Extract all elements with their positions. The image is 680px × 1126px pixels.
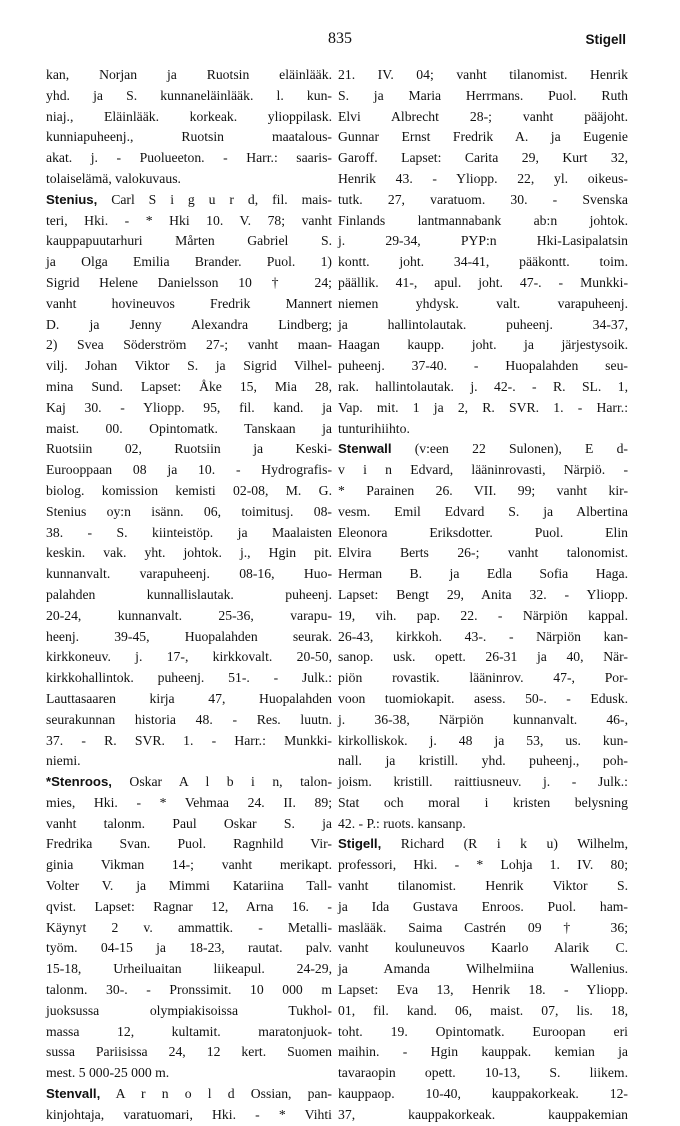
text-line: Sigrid Helene Danielsson 10 † 24; (46, 274, 332, 290)
entry-name: *Stenroos, (46, 774, 112, 790)
text-line: 2) Svea Söderström 27-; vanht maan- (46, 337, 332, 353)
text-line: 19, vih. pap. 22. - Närpiön kappal. (338, 607, 628, 623)
text-line: (v:een 22 Sulonen), E d- (391, 441, 628, 457)
text-line: tolaiselämä, valokuvaus. (46, 170, 181, 186)
text-line: voon tuomiokapit. asess. 50-. - Edusk. (338, 690, 628, 706)
text-line: Stat och moral i kristen belysning (338, 794, 628, 810)
entry-name: Stenius, (46, 191, 98, 207)
text-line: vanht talonm. Paul Oskar S. ja (46, 815, 332, 831)
text-line: kinjohtaja, varatuomari, Hki. - * Vihti (46, 1106, 332, 1122)
text-line: Volter V. ja Mimmi Katariina Tall- (46, 878, 332, 894)
text-line: ja hallintolautak. puheenj. 34-37, (338, 316, 628, 332)
text-line: mies, Hki. - * Vehmaa 24. II. 89; (46, 794, 332, 810)
text-line: S. ja Maria Herrmans. Puol. Ruth (338, 87, 628, 103)
text-line: Käynyt 2 v. ammattik. - Metalli- (46, 919, 332, 935)
text-line: Herman B. ja Edla Sofia Haga. (338, 566, 628, 582)
text-line: ja Amanda Wilhelmiina Wallenius. (338, 961, 628, 977)
text-line: biolog. komission kemisti 02-08, M. G. (46, 482, 332, 498)
entry-stenroos (46, 772, 332, 1084)
text-line: mina Sund. Lapset: Åke 15, Mia 28, (46, 378, 332, 394)
text-line: v i n Edvard, lääninrovasti, Närpiö. - (338, 462, 628, 478)
entry-continuation (338, 65, 628, 439)
text-line: ja Ida Gustava Enroos. Puol. ham- (338, 898, 628, 914)
text-line: qvist. Lapset: Ragnar 12, Arna 16. - (46, 898, 332, 914)
text-line: Lauttasaaren kirja 47, Huopalahden (46, 690, 332, 706)
text-line: Elvira Berts 26-; vanht talonomist. (338, 545, 628, 561)
text-line: kontt. joht. 34-41, pääkontt. toim. (338, 254, 628, 270)
text-line: kirkkoneuv. j. 17-, kirkkovalt. 20-50, (46, 649, 332, 665)
text-line: Ruotsiin 02, Ruotsiin ja Keski- (46, 441, 332, 457)
text-line: Haagan kaupp. joht. ja järjestysoik. (338, 337, 628, 353)
text-line: tunturihiihto. (338, 420, 410, 436)
text-line: Gunnar Ernst Fredrik A. ja Eugenie (338, 129, 628, 145)
text-line: kan, Norjan ja Ruotsin eläinlääk. (46, 67, 332, 82)
text-line: kauppaop. 10-40, kauppakorkeak. 12- (338, 1086, 628, 1102)
text-line: niemen yhdysk. valt. varapuheenj. (338, 295, 628, 311)
text-line: Stenius oy:n isänn. 06, toimitusj. 08- (46, 503, 332, 519)
entry-stigell (338, 834, 628, 1125)
text-line: Finlands lantmannabank ab:n johtok. (338, 212, 628, 228)
text-line: 42. - P.: ruots. kansanp. (338, 815, 466, 831)
text-line: Richard (R i k u) Wilhelm, (381, 836, 628, 852)
text-line: teri, Hki. - * Hki 10. V. 78; vanht (46, 212, 332, 228)
text-line: heenj. 39-45, Huopalahden seurak. (46, 628, 332, 644)
text-line: juoksussa olympiakisoissa Tukhol- (46, 1002, 332, 1018)
entry-name: Stenwall (338, 441, 392, 457)
text-line: sanop. usk. opett. 26-31 ja 40, När- (338, 649, 628, 665)
text-line: j. 29-34, PYP:n Hki-Lasipalatsin (338, 233, 628, 249)
text-line: Oskar A l b i n, talon- (111, 774, 332, 790)
text-line: työm. 04-15 ja 18-23, rautat. palv. (46, 940, 332, 956)
entry-stenwall (338, 439, 628, 834)
text-line: piön rovastik. lääninrov. 47-, Por- (338, 670, 628, 686)
text-line: keskin. vak. yht. johtok. j., Hgin pit. (46, 545, 332, 561)
text-line: 15-18, Urheiluaitan liikeapul. 24-29, (46, 961, 332, 977)
text-line: akat. j. - Puolueeton. - Harr.: saaris- (46, 150, 332, 166)
text-line: niemi. (46, 753, 81, 769)
text-line: maslääk. Saima Castrén 09 † 36; (338, 919, 628, 935)
text-line: Eleonora Eriksdotter. Puol. Elin (338, 524, 628, 540)
text-line: toht. 19. Opintomatk. Euroopan eri (338, 1023, 628, 1039)
text-line: 38. - S. kiinteistöp. ja Maalaisten (46, 524, 332, 540)
text-line: vanht kouluneuvos Kaarlo Alarik C. (338, 940, 628, 956)
text-line: 20-24, kunnanvalt. 25-36, varapu- (46, 607, 332, 623)
entry-continuation (46, 65, 332, 190)
page-header (0, 30, 680, 52)
running-head: Stigell (585, 32, 626, 47)
text-line: vanht tilanomist. Henrik Viktor S. (338, 878, 628, 894)
text-line: D. ja Jenny Alexandra Lindberg; (46, 316, 332, 332)
text-line: tavaraopin opett. 10-13, S. liikem. (338, 1065, 628, 1081)
entry-name: Stigell, (338, 836, 382, 852)
text-line: A r n o l d Ossian, pan- (100, 1086, 332, 1102)
text-line: rak. hallintolautak. j. 42-. - R. SL. 1, (338, 378, 628, 394)
text-line: Vap. mit. 1 ja 2, R. SVR. 1. - Harr.: (338, 399, 628, 415)
text-line: massa 12, kultamit. maratonjuok- (46, 1023, 332, 1039)
text-line: tutk. 27, varatuom. 30. - Svenska (338, 191, 628, 207)
text-line: 37. - R. SVR. 1. - Harr.: Munkki- (46, 732, 332, 748)
right-column (338, 65, 628, 1126)
entry-name: Stenvall, (46, 1086, 101, 1102)
text-line: * Parainen 26. VII. 99; vanht kir- (338, 482, 628, 498)
text-line: Lapset: Eva 13, Henrik 18. - Yliopp. (338, 982, 628, 998)
text-line: joism. kristill. raittiusneuv. j. - Julk.: (338, 774, 628, 790)
text-line: Kaj 30. - Yliopp. 95, fil. kand. ja (46, 399, 332, 415)
page-number: 835 (328, 30, 352, 47)
text-line: vanht hovineuvos Fredrik Mannert (46, 295, 332, 311)
text-line: kauppapuutarhuri Mårten Gabriel S. (46, 233, 332, 249)
text-line: Garoff. Lapset: Carita 29, Kurt 32, (338, 150, 628, 166)
text-line: 37, kauppakorkeak. kauppakemian (338, 1106, 628, 1122)
text-line: talonm. 30-. - Pronssimit. 10 000 m (46, 982, 332, 998)
left-column (46, 65, 332, 1126)
text-line: puheenj. 37-40. - Huopalahden seu- (338, 358, 628, 374)
text-line: Fredrika Svan. Puol. Ragnhild Vir- (46, 836, 332, 852)
entry-stenius (46, 190, 332, 772)
entry-stenvall-arnold (46, 1084, 332, 1126)
text-line: niaj., Eläinlääk. korkeak. ylioppilask. (46, 108, 332, 124)
text-line: mest. 5 000-25 000 m. (46, 1065, 170, 1081)
text-line: 26-43, kirkkoh. 43-. - Närpiön kan- (338, 628, 628, 644)
text-line: Henrik 43. - Yliopp. 22, yl. oikeus- (338, 170, 628, 186)
text-line: Eurooppaan 08 ja 10. - Hydrografis- (46, 462, 332, 478)
text-line: 01, fil. kand. 06, maist. 07, lis. 18, (338, 1002, 628, 1018)
text-line: vilj. Johan Viktor S. ja Sigrid Vilhel- (46, 358, 332, 374)
text-line: vesm. Emil Edvard S. ja Albertina (338, 503, 628, 519)
text-line: kirkolliskok. j. 48 ja 53, us. kun- (338, 732, 628, 748)
text-line: yhd. ja S. kunnaneläinlääk. l. kun- (46, 87, 332, 103)
text-line: palahden kunnallislautak. puheenj. (46, 586, 332, 602)
text-line: maist. 00. Opintomatk. Tanskaan ja (46, 420, 332, 436)
text-line: päällik. 41-, apul. joht. 47-. - Munkki- (338, 274, 628, 290)
text-line: maihin. - Hgin kauppak. kemian ja (338, 1044, 628, 1060)
text-line: Carl S i g u r d, fil. mais- (97, 191, 332, 207)
text-line: professori, Hki. - * Lohja 1. IV. 80; (338, 857, 628, 873)
text-line: 21. IV. 04; vanht tilanomist. Henrik (338, 67, 628, 82)
text-line: kunniapuheenj., Ruotsin maatalous- (46, 129, 332, 145)
text-line: ginia Vikman 14-; vanht merikapt. (46, 857, 332, 873)
text-line: seurakunnan historia 48. - Res. luutn. (46, 711, 332, 727)
text-line: nall. ja kristill. yhd. puheenj., poh- (338, 753, 628, 769)
text-line: Lapset: Bengt 29, Anita 32. - Yliopp. (338, 586, 628, 602)
text-line: sussa Pariisissa 24, 12 kert. Suomen (46, 1044, 332, 1060)
text-line: kirkkohallintok. puheenj. 51-. - Julk.: (46, 670, 332, 686)
text-line: Elvi Albrecht 28-; vanht pääjoht. (338, 108, 628, 124)
text-line: kunnanvalt. varapuheenj. 08-16, Huo- (46, 566, 332, 582)
text-line: ja Olga Emilia Brander. Puol. 1) (46, 254, 332, 270)
text-line: j. 36-38, Närpiön kunnanvalt. 46-, (338, 711, 628, 727)
